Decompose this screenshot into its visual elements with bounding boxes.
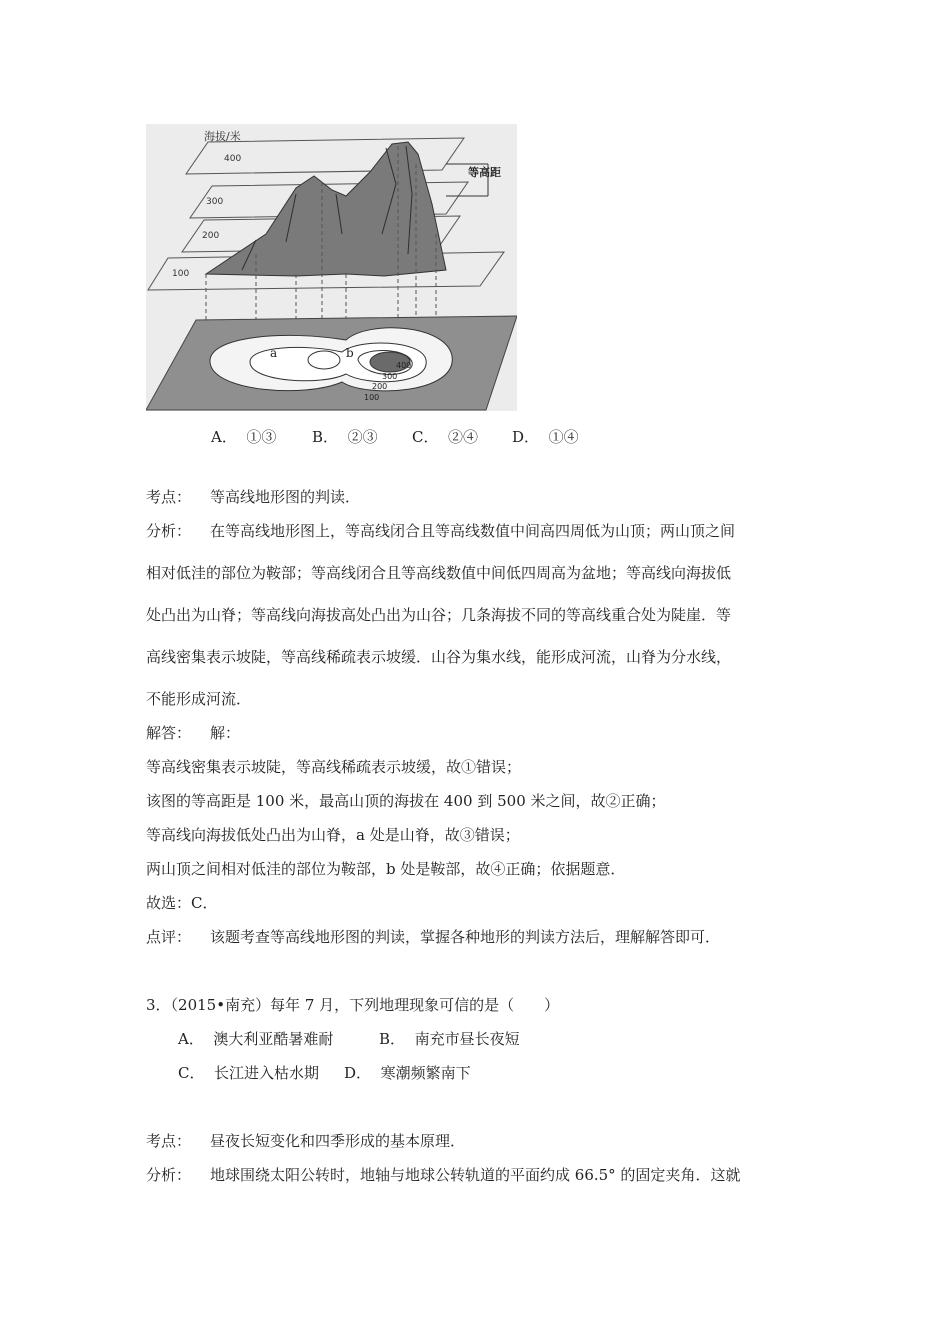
q2-jieda-line-4: 两山顶之间相对低洼的部位为鞍部，b 处是鞍部，故④正确；依据题意． [146,860,626,878]
interval-label: 等高距 [468,166,501,179]
q3-stem: 3．（2015•南充）每年 7 月，下列地理现象可信的是（ ） [146,996,560,1014]
q2-fenxi-line-4: 高线密集表示坡陡，等高线稀疏表示坡缓．山谷为集水线，能形成河流，山脊为分水线， [146,648,732,666]
point-b-label: b [346,346,354,360]
q2-jieda-line-1: 等高线密集表示坡陡，等高线稀疏表示坡缓，故①错误； [146,758,522,776]
q2-jieda-line-3: 等高线向海拔低处凸出为山脊，a 处是山脊，故③错误； [146,826,520,844]
level-label-300: 300 [206,197,224,207]
figure-axis-label: 海拔/米 [204,130,241,143]
q3-option-b: B． 南充市昼长夜短 [379,1030,520,1048]
q3-kaodian: 考点： 昼夜长短变化和四季形成的基本原理． [146,1132,466,1150]
level-label-400: 400 [224,154,242,164]
q2-fenxi-line-5: 不能形成河流． [146,690,252,708]
q2-fenxi-line-3: 处凸出为山脊；等高线向海拔高处凸出为山谷；几条海拔不同的等高线重合处为陡崖．等 [146,606,732,624]
q2-option-a: A． ①③ [211,428,277,446]
map-label-200: 200 [372,382,388,391]
q2-kaodian: 考点： 等高线地形图的判读． [146,488,361,506]
q2-dianping: 点评： 该题考查等高线地形图的判读，掌握各种地形的判读方法后，理解解答即可． [146,928,721,946]
point-a-label: a [270,346,278,360]
q3-option-d: D． 寒潮频繁南下 [344,1064,471,1082]
map-label-300: 300 [382,372,398,381]
q2-option-b: B． ②③ [312,428,378,446]
mountain-silhouette [206,142,446,276]
q2-jieda-line-2: 该图的等高距是 100 米，最高山顶的海拔在 400 到 500 米之间，故②正确； [146,792,666,810]
q2-answer: 故选：C． [146,894,218,912]
contour-figure [146,124,517,411]
map-label-400: 400 [396,361,412,370]
q2-option-c: C． ②④ [412,428,479,446]
q2-fenxi-line-2: 相对低洼的部位为鞍部；等高线闭合且等高线数值中间低四周高为盆地；等高线向海拔低 [146,564,732,582]
level-label-200: 200 [202,231,220,241]
map-label-100: 100 [364,393,380,402]
q2-option-d: D． ①④ [512,428,579,446]
q3-fenxi: 分析： 地球围绕太阳公转时，地轴与地球公转轨道的平面约成 66.5° 的固定夹角．这就 [146,1166,741,1184]
level-label-100: 100 [172,269,190,279]
q2-fenxi-line-1: 分析： 在等高线地形图上，等高线闭合且等高线数值中间高四周低为山顶；两山顶之间 [146,522,736,540]
q3-option-a: A． 澳大利亚酷暑难耐 [178,1030,334,1048]
q3-option-c: C． 长江进入枯水期 [178,1064,320,1082]
q2-jieda: 解答： 解： [146,724,241,742]
